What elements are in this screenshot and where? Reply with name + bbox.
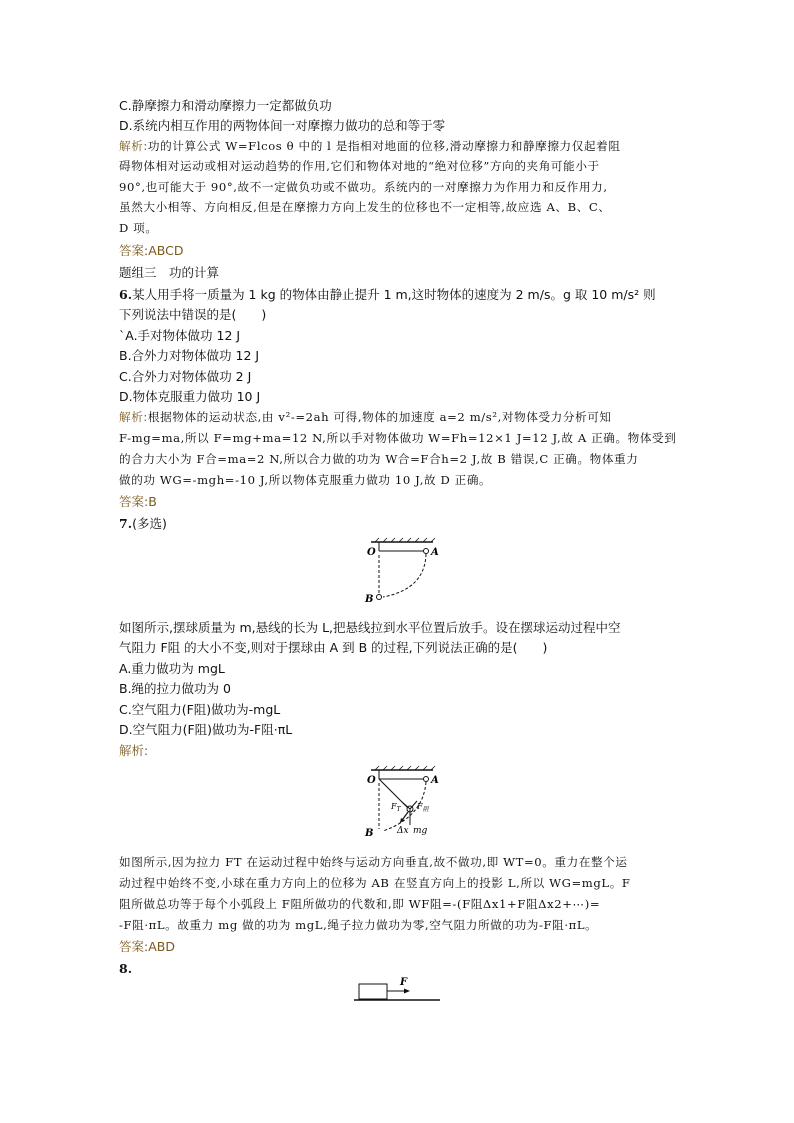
explanation-label: 解析: — [119, 139, 148, 153]
q5-explanation-line-2: 碍物体相对运动或相对运动趋势的作用,它们和物体对地的“绝对位移”方向的夹角可能小于 — [119, 159, 600, 173]
q5-option-d: D.系统内相互作用的两物体间一对摩擦力做功的总和等于零 — [119, 118, 446, 133]
q7-option-b: B.绳的拉力做功为 0 — [119, 681, 231, 696]
explanation-text: 功的计算公式 W=Flcos θ 中的 l 是指相对地面的位移,滑动摩擦力和静摩擦力仅起着阻 — [147, 139, 621, 153]
q7-stem-line-1: 如图所示,摆球质量为 m,悬线的长为 L,把悬线拉到水平位置后放手。设在摆球运动过程中空 — [119, 620, 621, 635]
q7-answer: 答案:ABD — [119, 939, 175, 954]
q6-answer: 答案:B — [119, 494, 157, 509]
drag-arrow — [410, 801, 417, 809]
q6-option-a: `A.手对物体做功 12 J — [119, 328, 241, 343]
q6-explanation-line-1 — [119, 408, 612, 426]
q6-explanation-line-2: F-mg=ma,所以 F=mg+ma=12 N,所以手对物体做功 W=Fh=12×1 J=12 J,故 A 正确。物体受到 — [119, 431, 677, 445]
force-arrowhead — [404, 989, 410, 994]
label-mg: mg — [413, 826, 428, 836]
question-number: 7. — [119, 516, 133, 531]
label-o: O — [367, 775, 376, 786]
multi-select-tag: (多选) — [132, 516, 167, 531]
block — [359, 984, 387, 999]
q7-option-a: A.重力做功为 mgL — [119, 661, 225, 676]
q7-stem-line-2: 气阻力 F阻 的大小不变,则对于摆球由 A 到 B 的过程,下列说法正确的是( ) — [119, 640, 548, 655]
force-diagram-figure — [359, 765, 459, 845]
label-b: B — [365, 594, 374, 605]
label-dx: Δx — [397, 826, 409, 836]
q7-option-d: D.空气阻力(F阻)做功为-F阻·πL — [119, 722, 293, 737]
ball-at-a — [424, 777, 429, 782]
arc-path — [383, 554, 426, 597]
ball-at-a — [424, 549, 429, 554]
label-ft: $F_T$ — [391, 802, 401, 813]
q6-option-b: B.合外力对物体做功 12 J — [119, 348, 260, 363]
ball-at-b — [377, 595, 382, 600]
label-f: F — [400, 977, 408, 988]
explanation-label: 解析: — [119, 410, 148, 424]
label-a: A — [431, 775, 439, 786]
label-fz: $F_阻$ — [417, 802, 429, 813]
q5-answer: 答案:ABCD — [119, 243, 184, 258]
q7-explanation-line-4: -F阻·πL。故重力 mg 做的功为 mgL,绳子拉力做功为零,空气阻力所做的功为-F阻·πL。 — [119, 918, 598, 932]
q7-explanation-line-1: 如图所示,因为拉力 FT 在运动过程中始终与运动方向垂直,故不做功,即 WT=0。重力在整个运 — [119, 855, 628, 869]
explanation-text: 根据物体的运动状态,由 v²-=2ah 可得,物体的加速度 a=2 m/s²,对物体受力分析可知 — [147, 410, 612, 424]
q7-header — [119, 515, 167, 533]
q6-option-c: C.合外力对物体做功 2 J — [119, 369, 252, 384]
q5-explanation-line-4: 虽然大小相等、方向相反,但是在摩擦力方向上发生的位移也不一定相等,故应选 A、B、C、 — [119, 200, 611, 214]
tension-arrow — [402, 802, 410, 809]
q6-explanation-line-3: 的合力大小为 F合=ma=2 N,所以合力做的功为 W合=F合h=2 J,故 B 错误,C 正确。物体重力 — [119, 452, 639, 466]
q5-explanation-line-3: 90°,也可能大于 90°,故不一定做负功或不做功。系统内的一对摩擦力为作用力和反作用力, — [119, 180, 608, 194]
question-number: 6. — [119, 287, 133, 302]
q5-explanation-line-1 — [119, 137, 621, 155]
q6-stem-line-2: 下列说法中错误的是( ) — [119, 307, 267, 322]
q7-explanation-line-2: 动过程中始终不变,小球在重力方向上的位移为 AB 在竖直方向上的投影 L,所以 WG=mgL。F — [119, 876, 631, 890]
question-text: 某人用手将一质量为 1 kg 的物体由静止提升 1 m,这时物体的速度为 2 m/s。g 取 10 m/s² 则 — [132, 287, 656, 302]
q7-option-c: C.空气阻力(F阻)做功为-mgL — [119, 702, 281, 717]
pendulum-figure — [359, 537, 449, 607]
label-a: A — [431, 547, 439, 558]
group-heading: 题组三 功的计算 — [119, 265, 220, 280]
q6-option-d: D.物体克服重力做功 10 J — [119, 389, 261, 404]
q5-option-c: C.静摩擦力和滑动摩擦力一定都做负功 — [119, 98, 332, 113]
q6-explanation-line-4: 做的功 WG=-mgh=-10 J,所以物体克服重力做功 10 J,故 D 正确。 — [119, 473, 492, 487]
label-o: O — [367, 547, 376, 558]
q6-stem-line-1 — [119, 286, 656, 304]
label-b: B — [365, 828, 374, 839]
q8-number: 8. — [119, 961, 133, 976]
q5-explanation-line-5: D 项。 — [119, 221, 158, 235]
q7-explanation-label: 解析: — [119, 743, 149, 758]
block-force-figure — [354, 972, 454, 1006]
q7-explanation-line-3: 阻所做总功等于每个小弧段上 F阻所做功的代数和,即 WF阻=-(F阻Δx1+F阻Δx2+⋯)= — [119, 897, 601, 911]
